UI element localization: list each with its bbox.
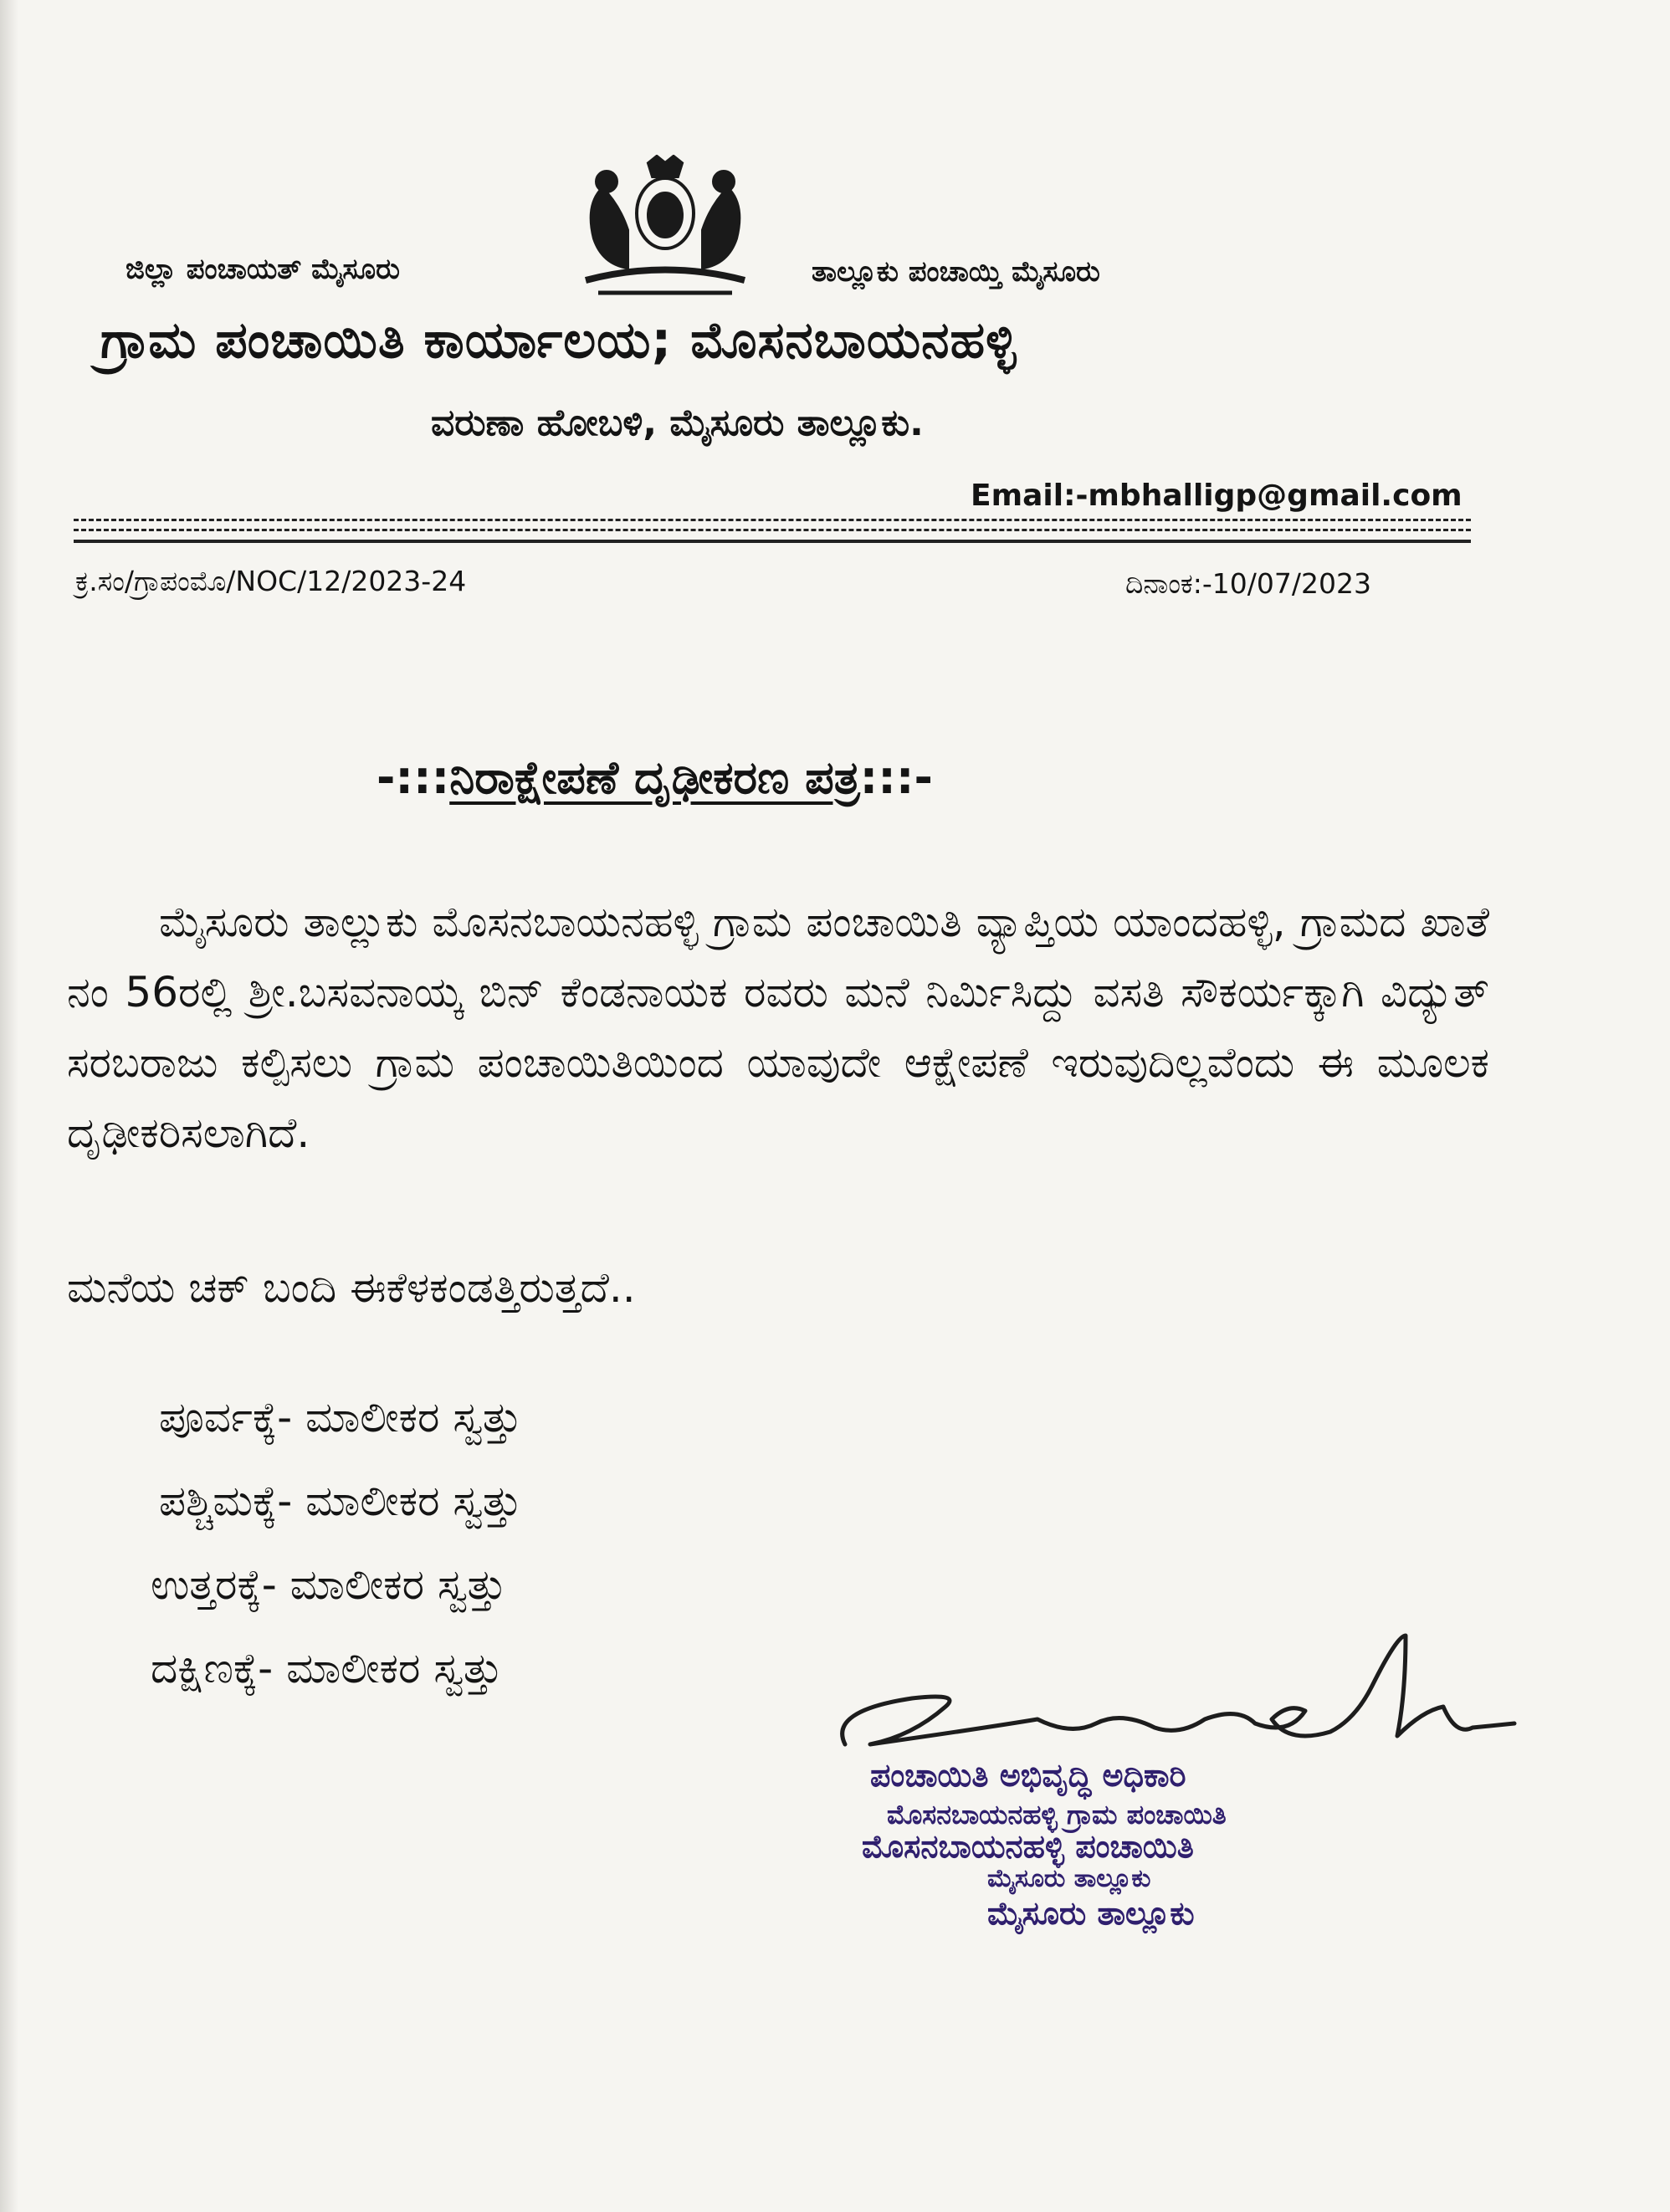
state-emblem-icon [569,155,761,301]
page-edge-shadow [0,0,18,2212]
title-text: ನಿರಾಕ್ಷೇಪಣೆ ದೃಢೀಕರಣ ಪತ್ರ [449,751,860,804]
reference-number: ಕ್ರ.ಸಂ/ಗ್ರಾಪಂಮೊ/NOC/12/2023-24 [75,565,467,597]
stamp-panchayat-name: ಮೊಸನಬಾಯನಹಳ್ಳಿ ಗ್ರಾಮ ಪಂಚಾಯಿತಿ [887,1799,1227,1831]
signatory-taluk: ಮೈಸೂರು ತಾಲ್ಲೂಕು [987,1895,1195,1932]
boundary-west: ಪಶ್ಚಿಮಕ್ಕೆ- ಮಾಲೀಕರ ಸ್ವತ್ತು [159,1477,522,1525]
document-date: ದಿನಾಂಕ:-10/07/2023 [1125,567,1372,600]
body-paragraph: ಮೈಸೂರು ತಾಲ್ಲುಕು ಮೊಸನಬಾಯನಹಳ್ಳಿ ಗ್ರಾಮ ಪಂಚಾಯಿತಿ ವ್ಯಾಪ್ತಿಯ ಯಾಂದಹಳ್ಳಿ, ಗ್ರಾಮದ ಖಾತೆ ನಂ 56ರಲ್ಲಿ ಶ್ರೀ.ಬಸವನಾಯ್ಕ ಬಿನ್ ಕೆಂಡನಾಯಕ ರವರು ಮನೆ ನಿರ್ಮಿಸಿದ್ದು ವಸತಿ ಸೌಕರ್ಯಕ್ಕಾಗಿ ವಿದ್ಯುತ್ ಸರಬರಾಜು ಕಲ್ಪಿಸಲು ಗ್ರಾಮ ಪಂಚಾಯಿತಿಯಿಂದ ಯಾವುದೇ ಆಕ್ಷೇಪಣೆ ಇರುವುದಿಲ್ಲವೆಂದು ಈ ಮೂಲಕ ದೃಢೀಕರಿಸಲಾಗಿದೆ. [67,898,1489,1157]
district-panchayat-label: ಜಿಲ್ಲಾ ಪಂಚಾಯತ್ ಮೈಸೂರು [126,253,400,286]
title-suffix: :::- [859,751,933,804]
header-divider [74,519,1471,521]
office-title: ಗ್ರಾಮ ಪಂಚಾಯಿತಿ ಕಾರ್ಯಾಲಯ; ಮೊಸನಬಾಯನಹಳ್ಳಿ [100,311,1017,370]
boundary-east: ಪೂರ್ವಕ್ಕೆ- ಮಾಲೀಕರ ಸ್ವತ್ತು [159,1393,522,1441]
title-prefix: -::: [377,751,450,804]
office-email: Email:-mbhalligp@gmail.com [971,479,1463,513]
header-divider [74,529,1471,531]
boundary-intro: ಮನೆಯ ಚಕ್ ಬಂದಿ ಈಕೆಳಕಂಡತ್ತಿರುತ್ತದೆ.. [67,1263,636,1312]
signatory-designation: ಪಂಚಾಯಿತಿ ಅಭಿವೃದ್ಧಿ ಅಧಿಕಾರಿ [870,1757,1186,1794]
taluk-panchayat-label: ತಾಲ್ಲೂಕು ಪಂಚಾಯ್ತಿ ಮೈಸೂರು [812,255,1100,289]
boundary-south: ದಕ್ಷಿಣಕ್ಕೆ- ಮಾಲೀಕರ ಸ್ವತ್ತು [151,1644,503,1692]
header-divider [74,540,1471,543]
office-address: ವರುಣಾ ಹೋಬಳಿ, ಮೈಸೂರು ತಾಲ್ಲೂಕು. [431,402,924,444]
stamp-taluk: ಮೈಸೂರು ತಾಲ್ಲೂಕು [987,1864,1151,1893]
boundary-north: ಉತ್ತರಕ್ಕೆ- ಮಾಲೀಕರ ಸ್ವತ್ತು [151,1560,507,1609]
document-title [377,751,933,805]
signatory-panchayat: ಮೊಸನಬಾಯನಹಳ್ಳಿ ಪಂಚಾಯಿತಿ [862,1828,1194,1865]
